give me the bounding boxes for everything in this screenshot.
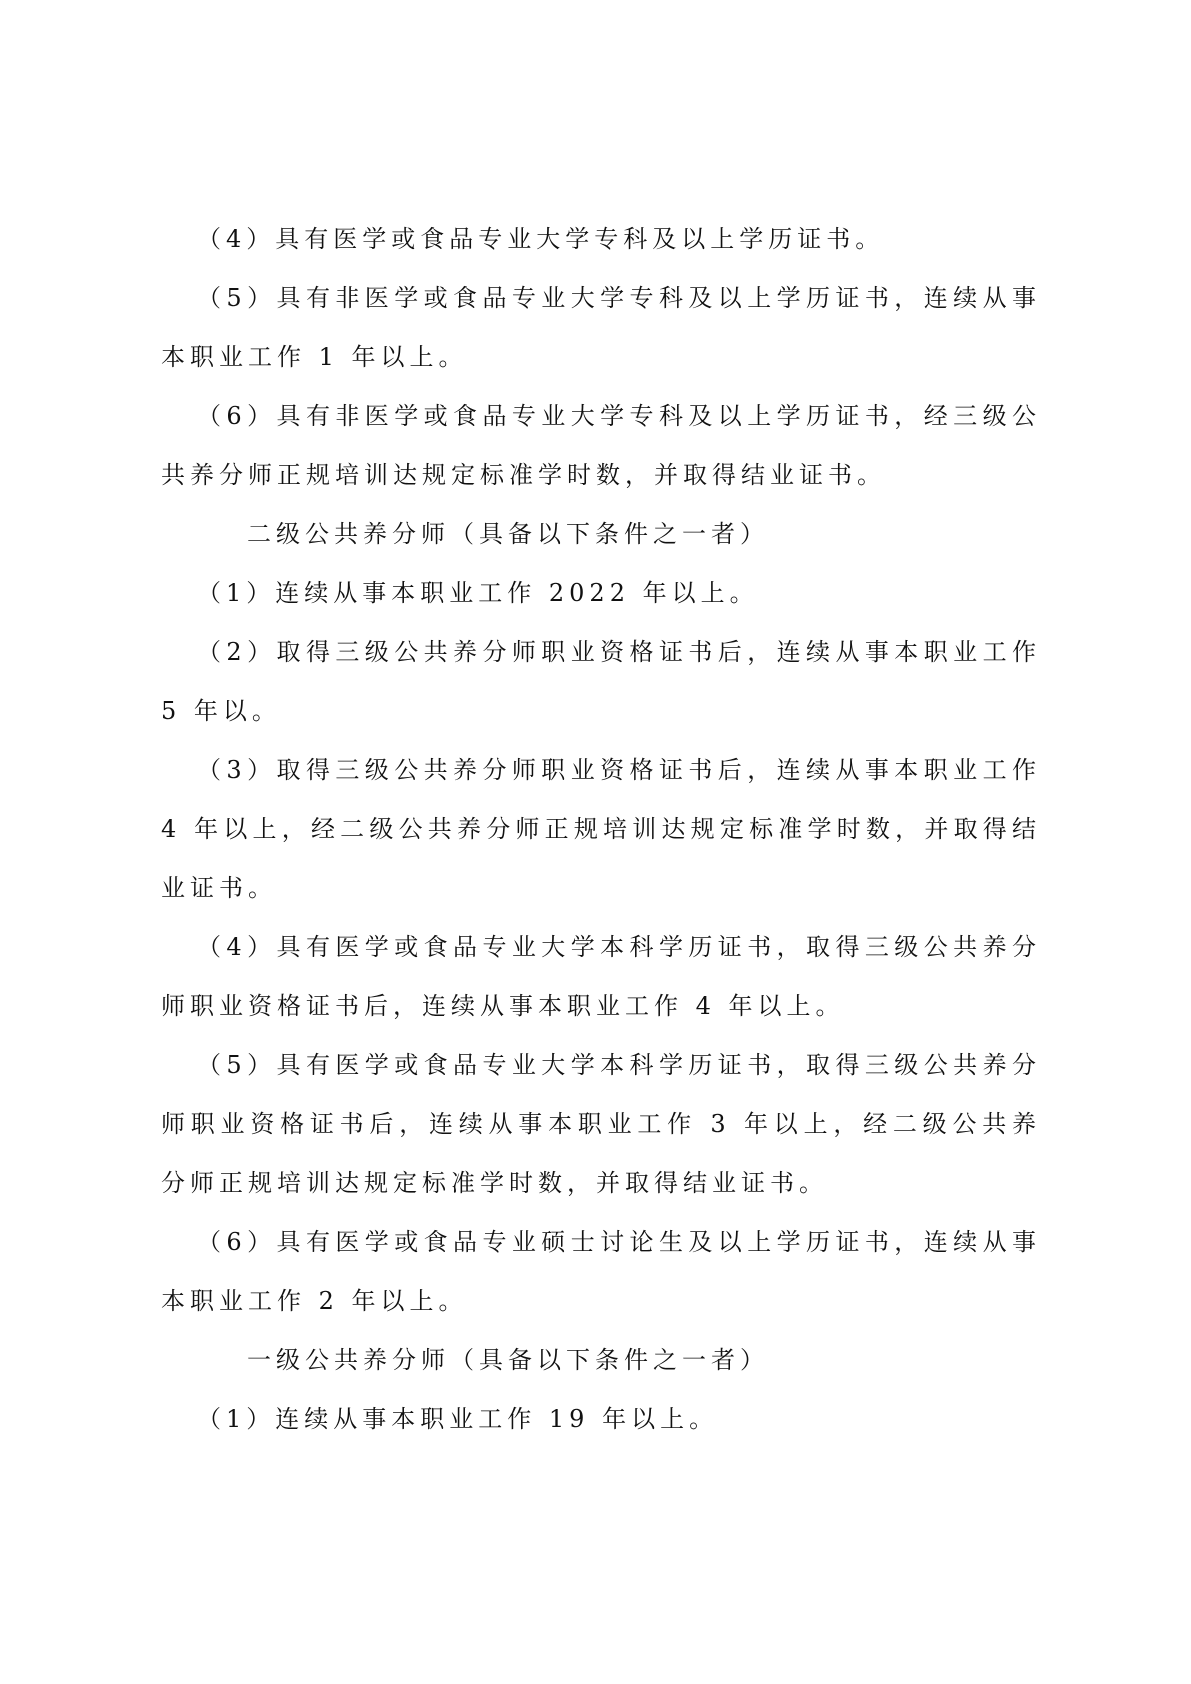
paragraph-item: （2）取得三级公共养分师职业资格证书后，连续从事本职业工作 5 年以。 — [161, 638, 1041, 725]
paragraph-item: （3）取得三级公共养分师职业资格证书后，连续从事本职业工作 4 年以上，经二级公共养分师正规培训达规定标准学时数，并取得结业证书。 — [161, 756, 1041, 902]
section-heading-level-2: 二级公共养分师（具备以下条件之一者） — [247, 520, 769, 548]
paragraph-item: （1）连续从事本职业工作 2022 年以上。 — [197, 579, 759, 607]
paragraph-item: （4）具有医学或食品专业大学专科及以上学历证书。 — [197, 225, 885, 253]
paragraph-item: （5）具有医学或食品专业大学本科学历证书，取得三级公共养分师职业资格证书后，连续从事本职业工作 3 年以上，经二级公共养分师正规培训达规定标准学时数，并取得结业证书。 — [161, 1051, 1041, 1197]
paragraph-item: （5）具有非医学或食品专业大学专科及以上学历证书，连续从事本职业工作 1 年以上。 — [161, 284, 1041, 371]
section-heading-level-1: 一级公共养分师（具备以下条件之一者） — [247, 1346, 769, 1374]
paragraph-item: （6）具有非医学或食品专业大学专科及以上学历证书，经三级公共养分师正规培训达规定标准学时数，并取得结业证书。 — [161, 402, 1041, 489]
paragraph-item: （6）具有医学或食品专业硕士讨论生及以上学历证书，连续从事本职业工作 2 年以上。 — [161, 1228, 1041, 1315]
paragraph-item: （1）连续从事本职业工作 19 年以上。 — [197, 1405, 719, 1433]
document-body — [161, 210, 1041, 1449]
paragraph-item: （4）具有医学或食品专业大学本科学历证书，取得三级公共养分师职业资格证书后，连续从事本职业工作 4 年以上。 — [161, 933, 1041, 1020]
